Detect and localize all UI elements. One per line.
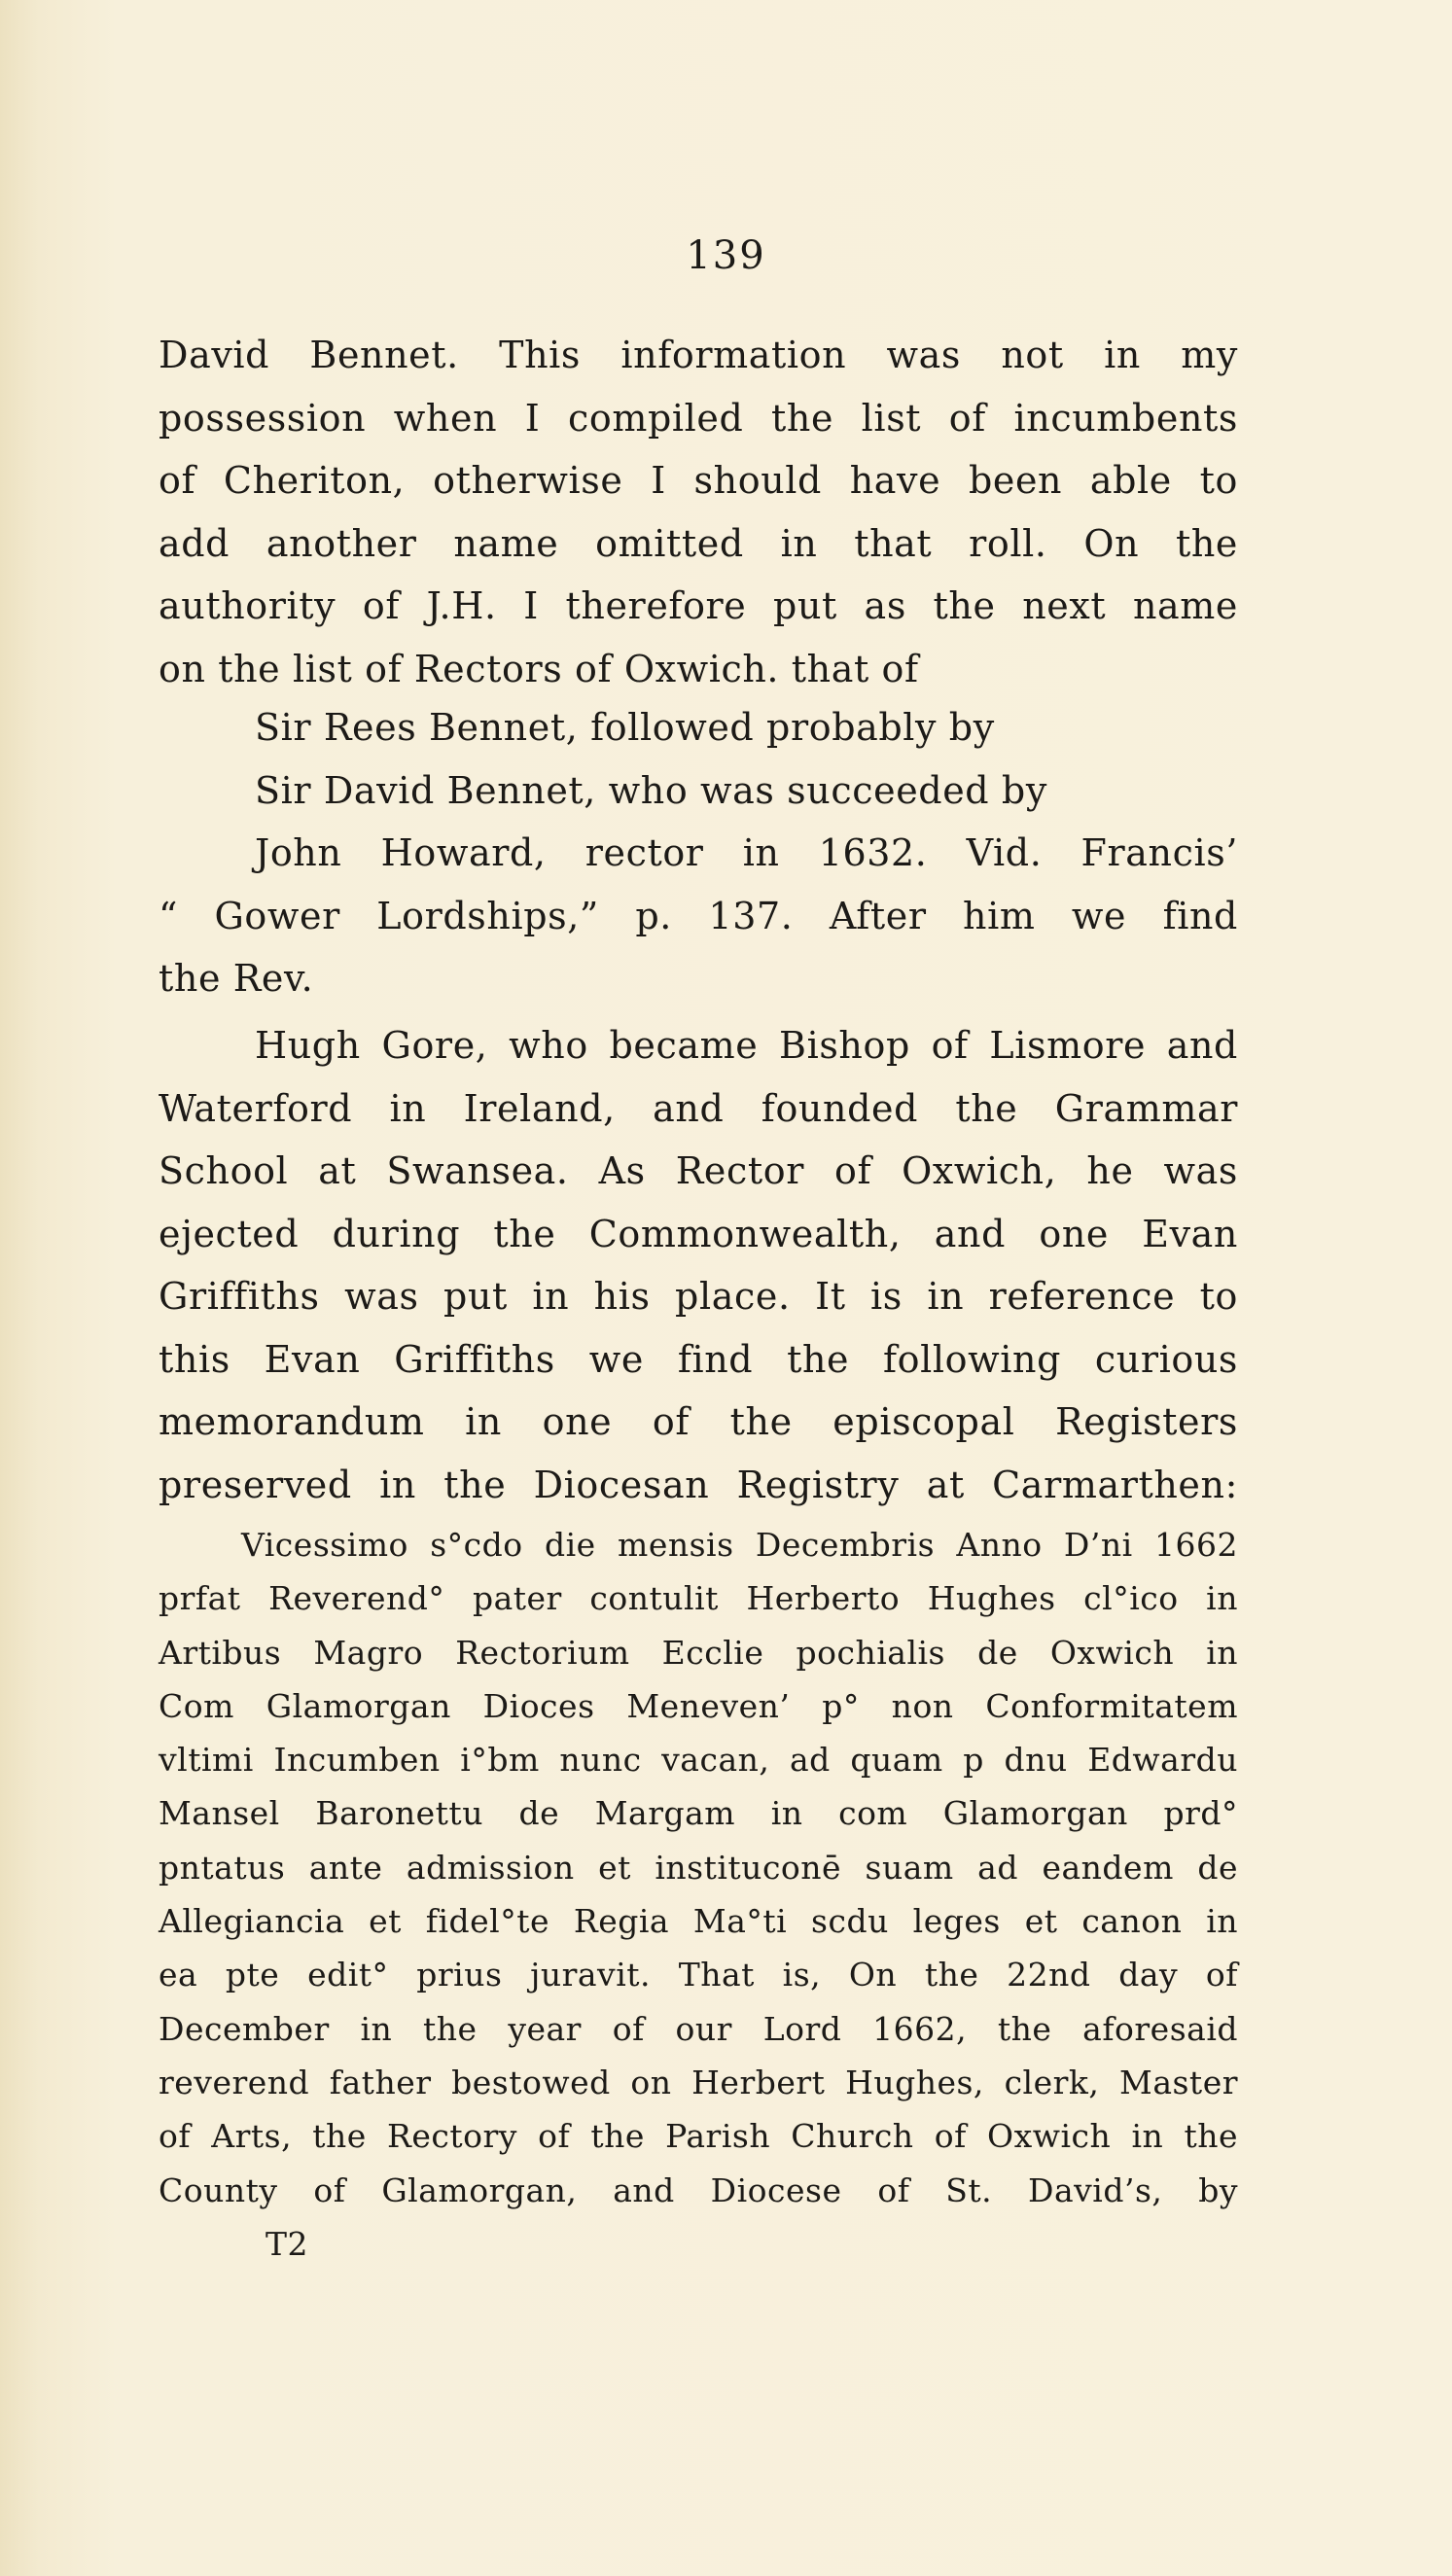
text-line: David Bennet. This information was not in my (159, 334, 1238, 376)
name-line: Sir David Bennet, who was succeeded by (255, 768, 1047, 812)
signature-mark: T2 (266, 2224, 309, 2263)
text-line: memorandum in one of the episcopal Registers (159, 1400, 1238, 1443)
text-line: “ Gower Lordships,” p. 137. After him we find (159, 894, 1238, 937)
text-line: authority of J.H. I therefore put as the next name (159, 584, 1238, 627)
quote-line: Allegiancia et fidel°te Regia Ma°ti scdu leges et canon in (159, 1902, 1238, 1941)
text-line: ejected during the Commonwealth, and one Evan (159, 1212, 1238, 1255)
text-line: possession when I compiled the list of incumbents (159, 396, 1238, 440)
name-line: John Howard, rector in 1632. Vid. Francis’ (255, 831, 1238, 874)
text-line: add another name omitted in that roll. On the (159, 521, 1238, 565)
text-line: Hugh Gore, who became Bishop of Lismore and (255, 1024, 1238, 1067)
quote-line: December in the year of our Lord 1662, the aforesaid (159, 2009, 1238, 2048)
text-line: preserved in the Diocesan Registry at Carmarthen: (159, 1463, 1238, 1506)
quote-line: Com Glamorgan Dioces Meneven’ p° non Conformitatem (159, 1686, 1238, 1725)
name-line: Sir Rees Bennet, followed probably by (255, 706, 995, 749)
quote-line: ea pte edit° prius juravit. That is, On the 22nd day of (159, 1956, 1238, 1994)
text-line: School at Swansea. As Rector of Oxwich, he was (159, 1149, 1238, 1192)
names-list (159, 696, 1238, 1010)
quote-line: of Arts, the Rectory of the Parish Church of Oxwich in the (159, 2117, 1238, 2156)
text-line: the Rev. (159, 957, 314, 1000)
text-line: this Evan Griffiths we find the following curious (159, 1337, 1238, 1381)
page-number: 139 (686, 233, 766, 278)
quote-line: reverend father bestowed on Herbert Hughes, clerk, Master (159, 2063, 1238, 2101)
latin-quote (159, 1518, 1238, 2271)
quote-line: pntatus ante admission et instituconē suam ad eandem de (159, 1848, 1238, 1887)
text-line: Waterford in Ireland, and founded the Grammar (159, 1086, 1238, 1130)
quote-line: prfat Reverend° pater contulit Herberto Hughes cl°ico in (159, 1579, 1238, 1618)
paragraph-1 (159, 324, 1238, 700)
quote-line: Mansel Baronettu de Margam in com Glamorgan prd° (159, 1794, 1238, 1833)
quote-line: Artibus Magro Rectorium Ecclie pochialis de Oxwich in (159, 1633, 1238, 1672)
quote-line: Vicessimo s°cdo die mensis Decembris Anno D’ni 1662 (241, 1526, 1238, 1564)
paragraph-3 (159, 1014, 1238, 1516)
text-line: on the list of Rectors of Oxwich. that of (159, 647, 919, 690)
text-line: Griffiths was put in his place. It is in reference to (159, 1275, 1238, 1318)
quote-line: County of Glamorgan, and Diocese of St. David’s, by (159, 2170, 1238, 2209)
quote-line: vltimi Incumben i°bm nunc vacan, ad quam p dnu Edwardu (159, 1741, 1238, 1780)
text-line: of Cheriton, otherwise I should have been able to (159, 459, 1238, 502)
